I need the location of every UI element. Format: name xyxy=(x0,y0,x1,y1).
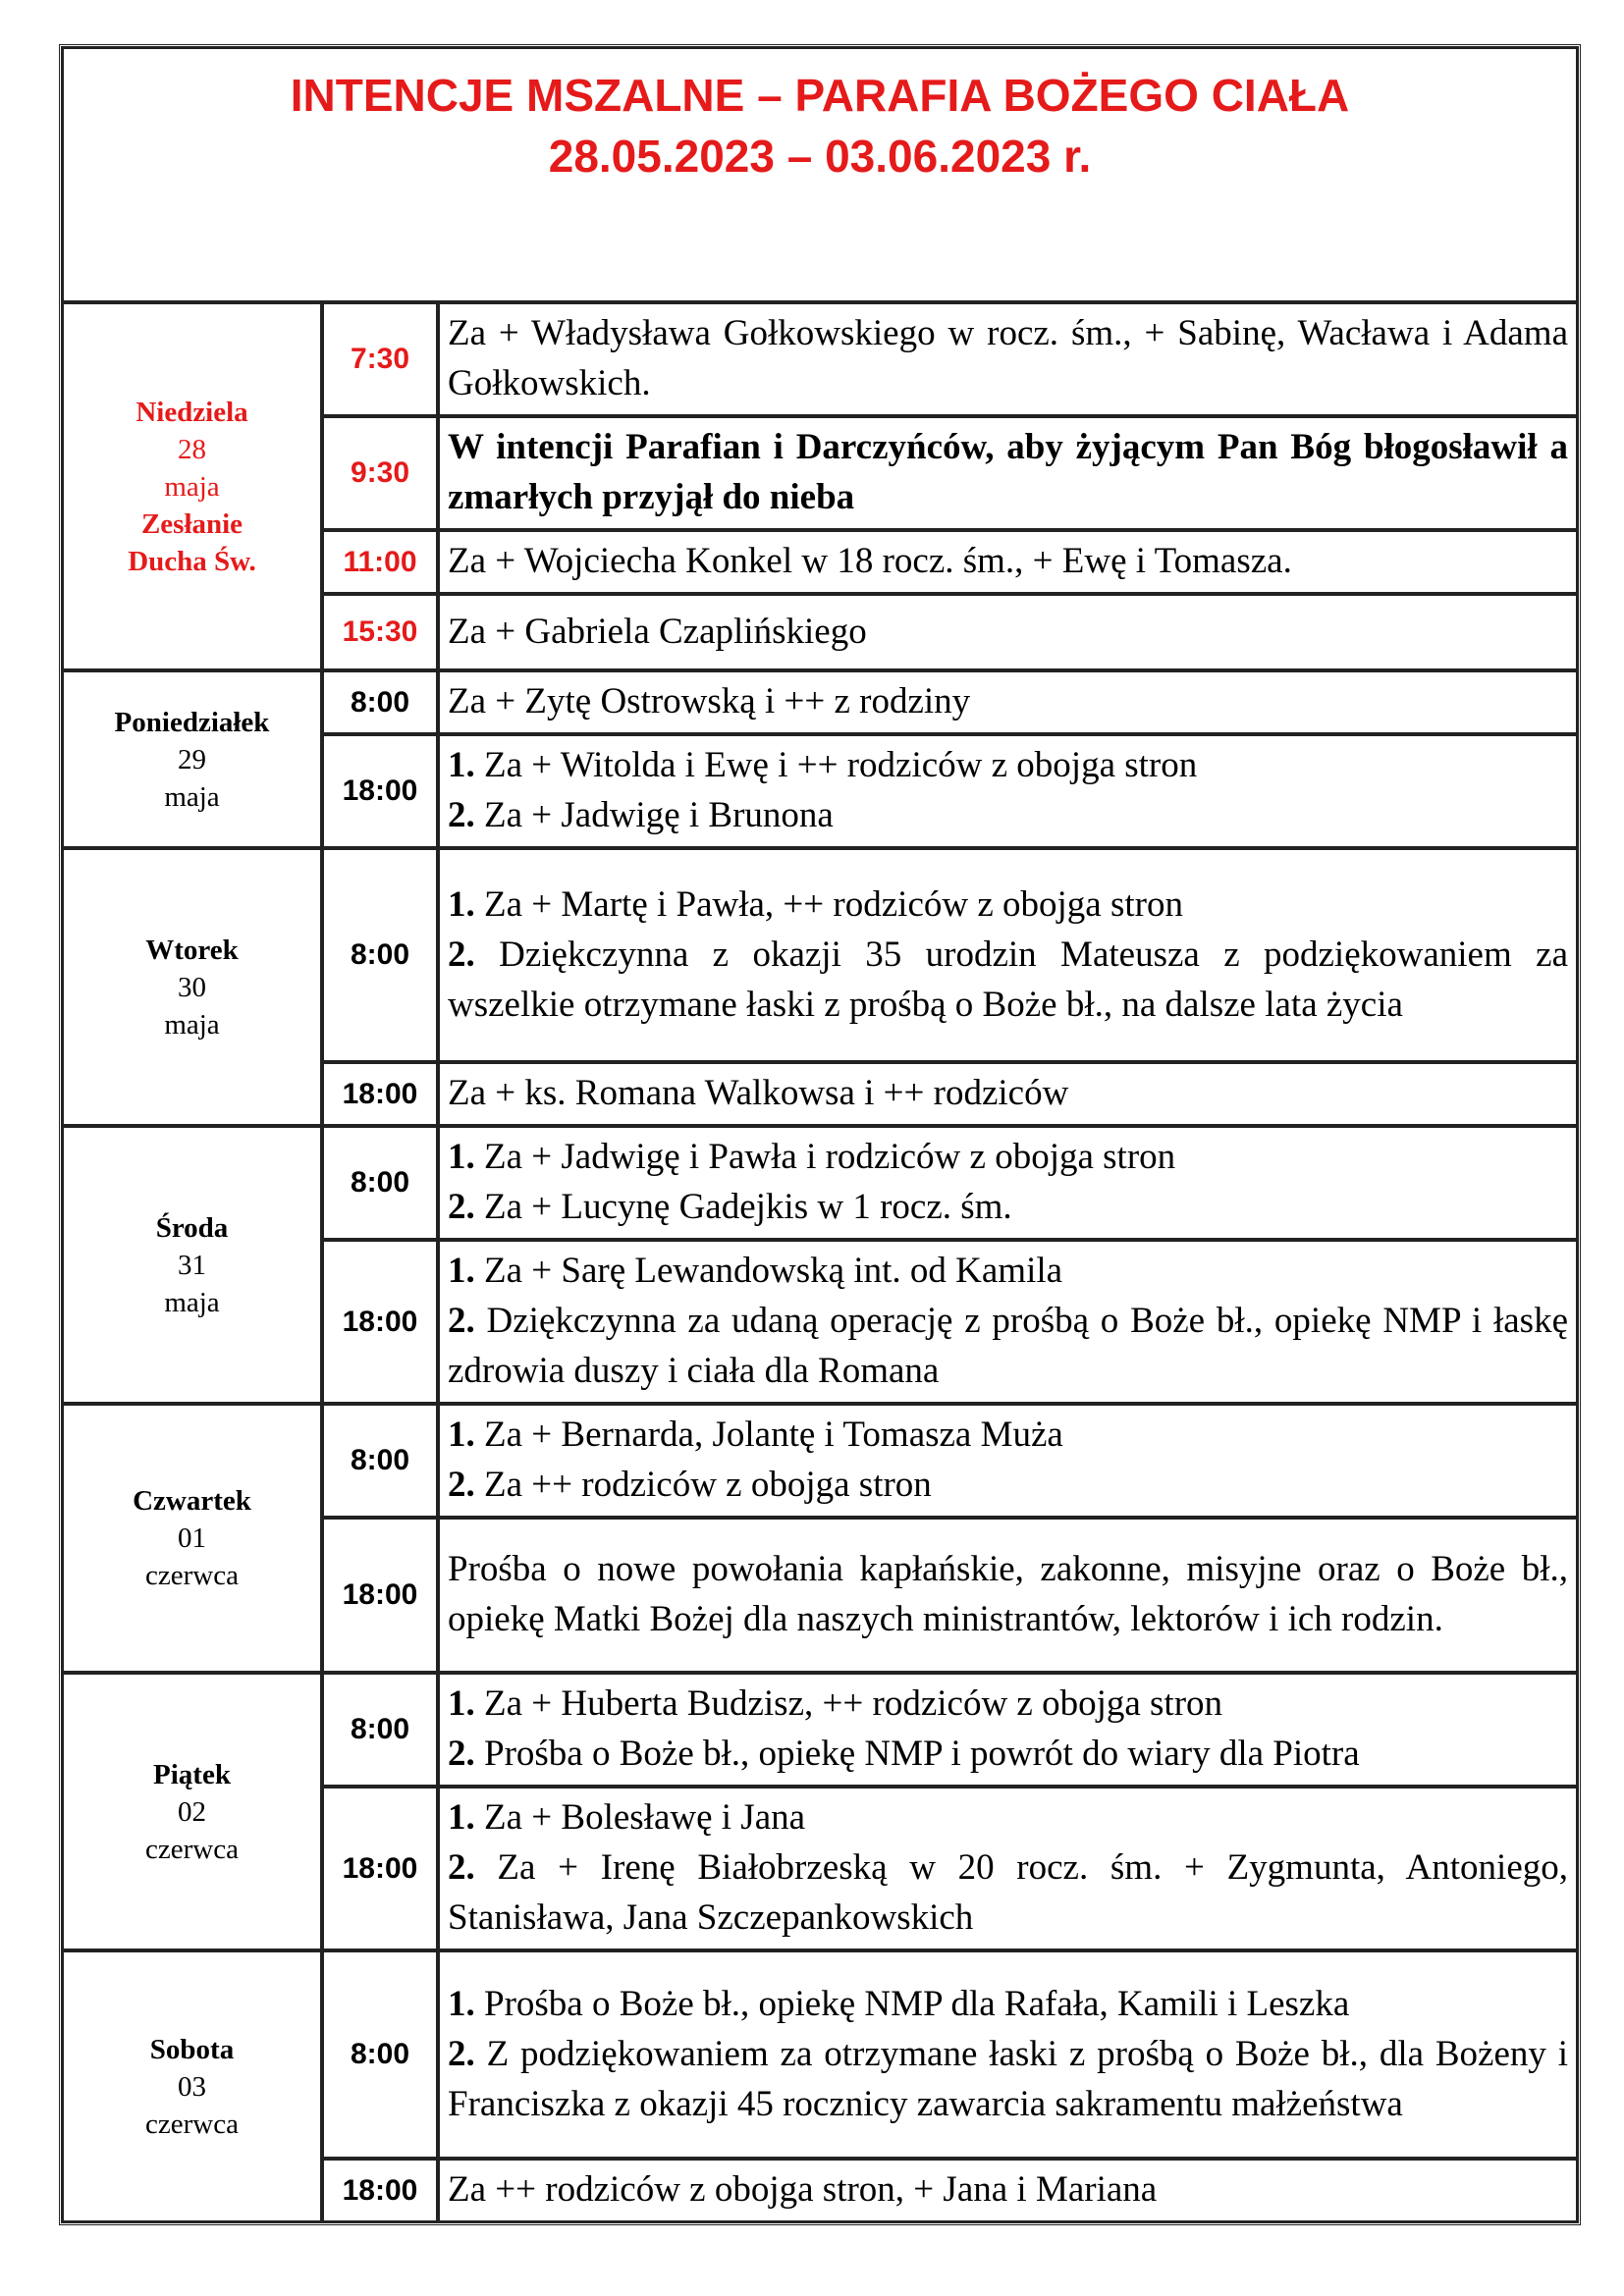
mass-intention xyxy=(438,530,1578,594)
day-date-line: 02 xyxy=(178,1795,206,1828)
intention-number: 1. xyxy=(448,745,475,785)
mass-row xyxy=(62,670,1578,734)
mass-intention xyxy=(438,1240,1578,1404)
intention-text: Za + Zytę Ostrowską i ++ z rodziny xyxy=(448,681,971,721)
day-date-line: czerwca xyxy=(145,1560,239,1591)
mass-time: 9:30 xyxy=(322,416,438,530)
mass-intention xyxy=(438,2159,1578,2222)
day-name: Sobota xyxy=(149,2033,235,2065)
mass-time: 8:00 xyxy=(322,1404,438,1518)
mass-intention xyxy=(438,1404,1578,1518)
intention-number: 1. xyxy=(448,1415,475,1455)
intention-item xyxy=(448,1132,1568,1182)
intention-text: W intencji Parafian i Darczyńców, aby żyjącym Pan Bóg błogosławił a zmarłych przyjął do nieba xyxy=(448,427,1568,517)
intention-text: Dziękczynna z okazji 35 urodzin Mateusza z podziękowaniem za wszelkie otrzymane łaski z prośbą o Boże bł., na dalsze lata życia xyxy=(448,934,1568,1025)
intention-text: Prośba o nowe powołania kapłańskie, zakonne, misyjne oraz o Boże bł., opiekę Matki Bożej dla naszych ministrantów, lektorów i ich rodzin. xyxy=(448,1549,1568,1639)
day-date-line: 03 xyxy=(178,2070,206,2103)
intention-item xyxy=(448,536,1568,586)
mass-row xyxy=(62,1126,1578,1240)
intention-text: Za + Irenę Białobrzeską w 20 rocz. śm. + Zygmunta, Antoniego, Stanisława, Jana Szczepankowskich xyxy=(448,1847,1568,1938)
intention-item xyxy=(448,740,1568,790)
intention-number: 1. xyxy=(448,883,475,925)
mass-intention xyxy=(438,1518,1578,1673)
day-date-line: maja xyxy=(164,1008,220,1041)
mass-time: 18:00 xyxy=(322,1518,438,1673)
mass-time: 18:00 xyxy=(322,734,438,848)
day-cell xyxy=(62,848,322,1126)
intention-text: Za + Jadwigę i Brunona xyxy=(474,795,834,835)
mass-row xyxy=(62,848,1578,1062)
mass-row xyxy=(62,1404,1578,1518)
day-cell xyxy=(62,1673,322,1950)
mass-time: 8:00 xyxy=(322,1950,438,2159)
intention-number: 1. xyxy=(448,1983,475,2024)
mass-time: 7:30 xyxy=(322,302,438,416)
intention-number: 2. xyxy=(448,1847,475,1888)
mass-intention xyxy=(438,1673,1578,1787)
mass-intentions-table xyxy=(59,44,1581,2225)
day-cell xyxy=(62,670,322,848)
mass-row xyxy=(62,1950,1578,2159)
intention-text: Z podziękowaniem za otrzymane łaski z prośbą o Boże bł., dla Bożeny i Franciszka z okazji 45 rocznicy zawarcia sakramentu małżeństwa xyxy=(448,2033,1568,2124)
day-cell xyxy=(62,1126,322,1404)
intention-number: 2. xyxy=(448,934,475,975)
intention-item xyxy=(448,1842,1568,1943)
intention-number: 2. xyxy=(448,2033,475,2074)
intention-item xyxy=(448,880,1568,930)
mass-intentions-page xyxy=(59,44,1575,2225)
day-date-line: 31 xyxy=(178,1249,206,1281)
day-name: Czwartek xyxy=(133,1485,251,1517)
date-range: 28.05.2023 – 03.06.2023 r. xyxy=(548,131,1092,182)
day-date-line: 01 xyxy=(178,1522,206,1554)
day-date-line: maja xyxy=(164,780,220,813)
intention-number: 2. xyxy=(448,1187,475,1227)
mass-row xyxy=(62,302,1578,416)
intention-number: 2. xyxy=(448,795,475,835)
intention-item xyxy=(448,1979,1568,2029)
intention-text: Za + ks. Romana Walkowsa i ++ rodziców xyxy=(448,1073,1069,1113)
intention-number: 2. xyxy=(448,1734,475,1774)
intention-text: Za ++ rodziców z obojga stron, + Jana i Mariana xyxy=(448,2169,1158,2210)
day-date-line: Zesłanie xyxy=(140,507,244,540)
intention-item xyxy=(448,790,1568,840)
day-date-line: 29 xyxy=(178,743,206,775)
header-row xyxy=(62,47,1578,302)
day-cell xyxy=(62,1404,322,1673)
mass-time: 8:00 xyxy=(322,670,438,734)
mass-intention xyxy=(438,416,1578,530)
mass-intention xyxy=(438,734,1578,848)
mass-time: 18:00 xyxy=(322,2159,438,2222)
intention-item xyxy=(448,607,1568,657)
intention-item xyxy=(448,2164,1568,2215)
mass-time: 15:30 xyxy=(322,594,438,670)
intention-number: 1. xyxy=(448,1683,475,1724)
mass-intention xyxy=(438,1787,1578,1950)
mass-intention xyxy=(438,1062,1578,1126)
day-cell xyxy=(62,302,322,670)
page-title: INTENCJE MSZALNE – PARAFIA BOŻEGO CIAŁA xyxy=(290,70,1350,121)
intention-item xyxy=(448,1246,1568,1296)
intention-number: 1. xyxy=(448,1137,475,1177)
day-cell xyxy=(62,1950,322,2222)
intention-text: Za + Bernarda, Jolantę i Tomasza Muża xyxy=(474,1415,1063,1455)
day-date-line: maja xyxy=(164,1286,220,1318)
intention-text: Prośba o Boże bł., opiekę NMP dla Rafała, Kamili i Leszka xyxy=(474,1983,1350,2024)
intention-item xyxy=(448,308,1568,408)
mass-time: 11:00 xyxy=(322,530,438,594)
intention-item xyxy=(448,1792,1568,1842)
intention-item xyxy=(448,1460,1568,1510)
intention-text: Za + Sarę Lewandowską int. od Kamila xyxy=(474,1251,1063,1291)
intention-text: Za + Wojciecha Konkel w 18 rocz. śm., + Ewę i Tomasza. xyxy=(448,541,1292,581)
mass-time: 18:00 xyxy=(322,1787,438,1950)
mass-intention xyxy=(438,302,1578,416)
intention-text: Za + Martę i Pawła, ++ rodziców z obojga stron xyxy=(474,883,1183,925)
day-date-line: maja xyxy=(164,470,220,503)
mass-time: 18:00 xyxy=(322,1062,438,1126)
mass-row xyxy=(62,1673,1578,1787)
intention-item xyxy=(448,1729,1568,1779)
mass-intention xyxy=(438,670,1578,734)
mass-time: 8:00 xyxy=(322,1126,438,1240)
intention-text: Za + Huberta Budzisz, ++ rodziców z obojga stron xyxy=(474,1683,1223,1724)
day-name: Piątek xyxy=(153,1758,231,1790)
mass-time: 8:00 xyxy=(322,1673,438,1787)
intention-number: 2. xyxy=(448,1301,475,1341)
mass-intention xyxy=(438,1126,1578,1240)
intention-text: Za + Witolda i Ewę i ++ rodziców z obojga stron xyxy=(474,745,1198,785)
intention-text: Prośba o Boże bł., opiekę NMP i powrót do wiary dla Piotra xyxy=(474,1734,1360,1774)
intention-text: Za + Bolesławę i Jana xyxy=(474,1797,806,1838)
intention-item xyxy=(448,1544,1568,1644)
intention-item xyxy=(448,1679,1568,1729)
intention-item xyxy=(448,676,1568,726)
intention-number: 2. xyxy=(448,1465,475,1505)
intention-number: 1. xyxy=(448,1251,475,1291)
intention-text: Za + Jadwigę i Pawła i rodziców z obojga stron xyxy=(474,1137,1176,1177)
day-date-line: 28 xyxy=(178,433,206,465)
day-date-line: Ducha Św. xyxy=(128,545,256,577)
intention-text: Za + Lucynę Gadejkis w 1 rocz. śm. xyxy=(474,1187,1012,1227)
intention-text: Za ++ rodziców z obojga stron xyxy=(474,1465,932,1505)
mass-time: 18:00 xyxy=(322,1240,438,1404)
day-date-line: 30 xyxy=(178,971,206,1003)
intention-item xyxy=(448,1182,1568,1232)
intention-item xyxy=(448,2029,1568,2129)
mass-intention xyxy=(438,594,1578,670)
intention-number: 1. xyxy=(448,1797,475,1838)
day-name: Niedziela xyxy=(135,396,248,428)
intention-text: Dziękczynna za udaną operację z prośbą o Boże bł., opiekę NMP i łaskę zdrowia duszy i ciała dla Romana xyxy=(448,1301,1568,1391)
page-header xyxy=(62,47,1578,302)
day-name: Poniedziałek xyxy=(114,706,270,738)
intention-item xyxy=(448,1296,1568,1396)
intention-item xyxy=(448,1068,1568,1118)
day-name: Wtorek xyxy=(145,934,239,966)
day-date-line: czerwca xyxy=(145,1833,239,1865)
intention-text: Za + Gabriela Czaplińskiego xyxy=(448,611,867,652)
intention-text: Za + Władysława Gołkowskiego w rocz. śm., + Sabinę, Wacława i Adama Gołkowskich. xyxy=(448,313,1568,403)
mass-time: 8:00 xyxy=(322,848,438,1062)
intention-item xyxy=(448,422,1568,522)
day-name: Środa xyxy=(155,1211,229,1244)
intention-item xyxy=(448,1410,1568,1460)
mass-intention xyxy=(438,1950,1578,2159)
mass-intention xyxy=(438,848,1578,1062)
day-date-line: czerwca xyxy=(145,2108,239,2140)
intention-item xyxy=(448,930,1568,1030)
